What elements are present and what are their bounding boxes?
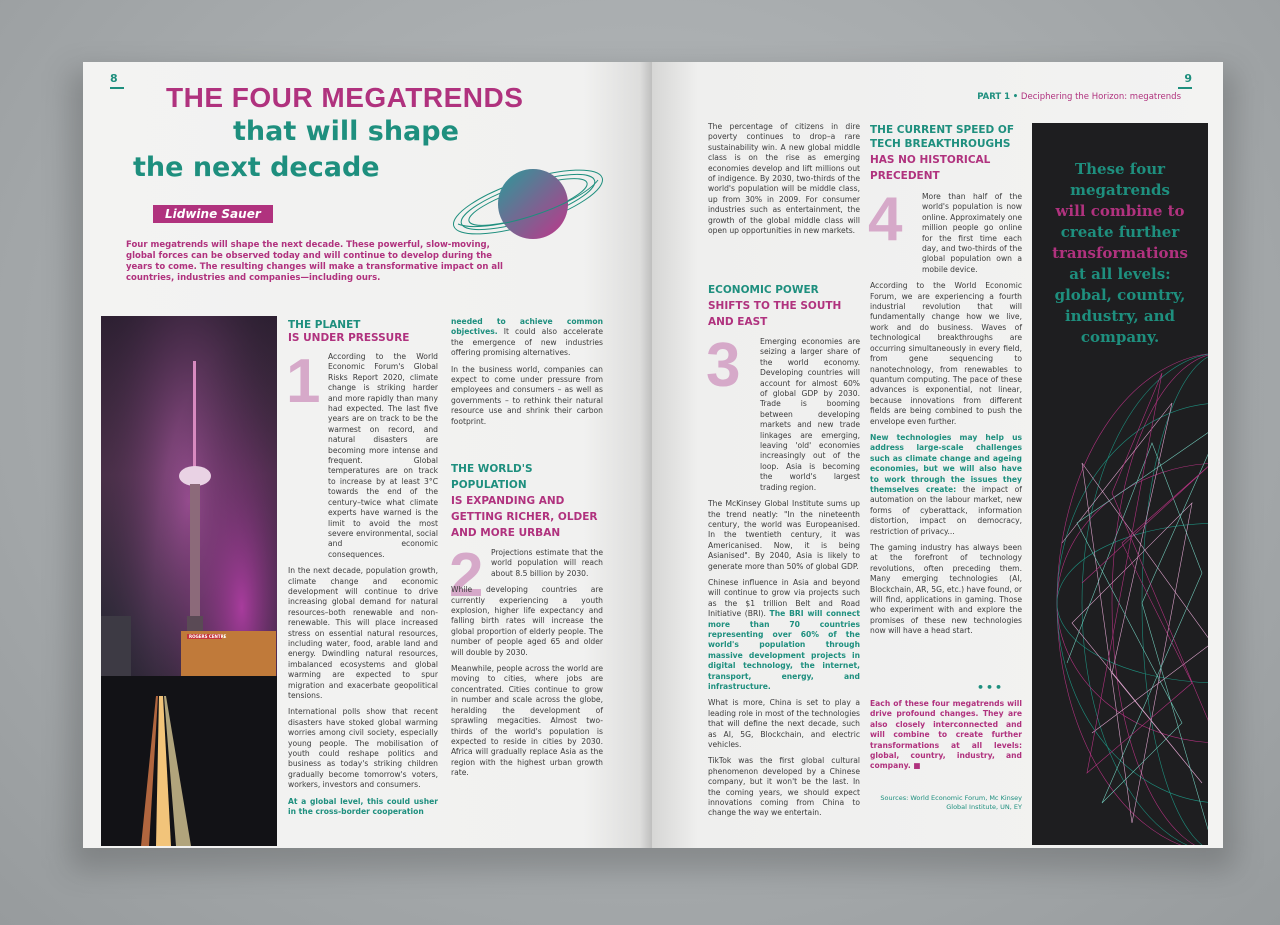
right-page	[652, 62, 1223, 848]
title-line-2: that will shape	[233, 116, 459, 147]
closing-text: Each of these four megatrends will drive profound changes. They are also closely interconnected and will combine to create further transformations at all levels: global, country, industry, and company.	[870, 699, 1022, 771]
quote-line-9: company.	[1080, 328, 1160, 346]
section1-p2: In the next decade, population growth, climate change and economic development will continue to drive increasing global demand for natural resources–both renewable and non-renewable. This will place increased stress on essential natural resources, including water, food, arable land and energy. Dwindling natural resources, imbalanced ecosystems and global warming are expected to spur migration and exacerbate geopolitical tensions.	[288, 566, 438, 700]
left-page	[83, 62, 652, 848]
cn-tower-photo	[101, 316, 277, 846]
col2-top	[451, 317, 603, 433]
section2-heading-3: IS EXPANDING AND	[451, 495, 565, 507]
section2-heading-1: THE WORLD'S	[451, 463, 533, 475]
section2-body	[449, 541, 603, 785]
right-col1-top	[708, 122, 860, 242]
tower-photo-drawing	[101, 316, 277, 846]
section3-heading-3: AND EAST	[708, 316, 768, 328]
network-sphere-graphic	[1052, 343, 1208, 845]
quote-line-8: industry, and	[1064, 307, 1176, 325]
section4-heading-3: HAS NO HISTORICAL	[870, 154, 991, 166]
section1-number: 1	[286, 347, 321, 416]
section3-number: 3	[706, 331, 741, 400]
closing-mark: ■	[913, 761, 921, 771]
section3-p3-emph: The BRI will connect more than 70 countries representing over 60% of the world's population through massive development projects in digital technology, the internet, transport, energy, and infrastructure.	[708, 609, 860, 691]
section3-p4: What is more, China is set to play a leading role in most of the technologies that will define the next decade, such as AI, 5G, Blockchain, and electric vehicles.	[708, 698, 860, 750]
section3-heading-2: SHIFTS TO THE SOUTH	[708, 300, 842, 312]
section1-p1: According to the World Economic Forum's Global Risks Report 2020, climate change is striking harder and more rapidly than many had expected. The last five years are on track to be the warmest on record, and natural disasters are becoming more intense and frequent. Global temperatures are on track to increase by at least 3°C towards the end of the century–twice what climate experts have warned is the limit to avoid the most severe environmental, social and economic consequences.	[328, 352, 438, 559]
section2-heading-5: AND MORE URBAN	[451, 527, 561, 539]
section1-body	[286, 347, 438, 823]
col2-emph: needed to achieve common objectives.	[451, 317, 603, 337]
section4-body	[868, 185, 1022, 643]
section4-p1: More than half of the world's population is now online. Approximately one million people go online for the first time each day, and two-thirds of the global population own a mobile device.	[922, 192, 1022, 274]
quote-line-7: global, country,	[1054, 286, 1186, 304]
section3-p3: Chinese influence in Asia and beyond will continue to grow via projects such as the $1 trillion Belt and Road Initiative (BRI).	[708, 577, 860, 619]
section2-p3: Meanwhile, people across the world are moving to cities, where jobs are concentrated. Cities continue to grow in number and scale across the globe, heralding the development of sprawling megacities. Almost two-thirds of the world's population is expected to reside in cities by 2030. Africa will gradually replace Asia as the region with the highest urban growth rate.	[451, 664, 603, 778]
quote-panel	[1032, 123, 1208, 845]
section2-number: 2	[449, 541, 484, 610]
header-bullet: •	[1012, 92, 1019, 102]
section4-p2: According to the World Economic Forum, we are experiencing a fourth industrial revolution that will fundamentally change how we live, work and do business. Waves of technological breakthroughs are occurring simultaneously in every field, from gene sequencing to nanotechnology, from renewables to quantum computing. The pace of these advances is exponential, not linear, because innovations from different fields are being combined to push the envelope even further.	[870, 281, 1022, 426]
section1-p3: International polls show that recent disasters have stoked global warming worries among civil society, especially young people. The mobilisation of youth could reshape politics and business as today's striking children gradually become tomorrow's voters, workers, investors and consumers.	[288, 707, 438, 790]
section4-heading-2: TECH BREAKTHROUGHS	[870, 138, 1011, 150]
quote-line-6: at all levels:	[1069, 265, 1171, 283]
separator-dots: •••	[977, 681, 1005, 694]
section4-p4: The gaming industry has always been at the forefront of technology revolutions, often preceding them. Many emerging technologies (AI, Blockchain, AR, 5G, etc.) have found, or will find, applications in gaming. Those who experiment with and explore the promises of these new technologies now will have a head start.	[870, 543, 1022, 636]
section4-number: 4	[868, 185, 903, 254]
header-part: PART 1	[977, 92, 1011, 102]
quote-line-3: will combine to	[1055, 202, 1185, 220]
quote-line-2: megatrends	[1070, 181, 1170, 199]
section3-heading-1: ECONOMIC POWER	[708, 284, 819, 296]
section2-p1: Projections estimate that the world population will reach about 8.5 billion by 2030.	[491, 548, 603, 578]
section3-p2: The McKinsey Global Institute sums up the trend neatly: "In the nineteenth century, the world was Europeanised. In the twentieth century, it was Americanised. Now, it is being Asianised". By 2040, Asia is likely to generate more than 50% of global GDP.	[708, 499, 860, 571]
section1-heading-2: IS UNDER PRESSURE	[288, 332, 410, 344]
section3-p5: TikTok was the first global cultural phenomenon developed by a Chinese company, but it won't be the last. In the coming years, we should expect innovations coming from China to change the way we entertain.	[708, 756, 860, 818]
running-header	[977, 92, 1181, 102]
section4-heading-4: PRECEDENT	[870, 170, 940, 182]
section2-heading-2: POPULATION	[451, 479, 527, 491]
title-line-3: the next decade	[133, 152, 380, 183]
author-label: Lidwine Sauer	[153, 205, 273, 223]
page-number-right: 9	[1178, 72, 1192, 89]
pull-quote	[1042, 159, 1198, 348]
header-title: Deciphering the Horizon: megatrends	[1020, 92, 1181, 102]
section3-body	[706, 331, 860, 825]
right-col1-top-text: The percentage of citizens in dire poverty continues to drop–a rare sustainability win. A new global middle class is on the rise as emerging economies develop and lift millions out of indigence. By 2030, two-thirds of the world's population will be middle class, up from 30% in 2009. For consumer industries such as entertainment, the growth of the global middle class will open up opportunities in new markets.	[708, 122, 860, 236]
col2-p1: It could also accelerate the emergence of new industries offering promising alternatives.	[451, 327, 603, 358]
section4-p3: the impact of automation on the labour market, new forms of cyberattack, information distortion, impact on democracy, restriction of privacy...	[870, 484, 1022, 536]
sources-note: Sources: World Economic Forum, Mc Kinsey Global Institute, UN, EY	[880, 794, 1022, 811]
section2-p2: While developing countries are currently experiencing a youth explosion, higher life expectancy and falling birth rates will increase the global proportion of elderly people. The number of people aged 65 and older will double by 2030.	[451, 585, 603, 657]
quote-line-4: create further	[1060, 223, 1180, 241]
section4-p3-emph: New technologies may help us address large-scale challenges such as climate change and ageing economies, but we will also have to work through the issues they themselves create:	[870, 432, 1022, 494]
section2-heading-4: GETTING RICHER, OLDER	[451, 511, 598, 523]
page-number-left: 8	[110, 72, 124, 89]
closing-block	[870, 699, 1022, 778]
planet-illustration	[448, 162, 608, 252]
section4-heading-1: THE CURRENT SPEED OF	[870, 124, 1015, 136]
quote-line-5: transformations	[1052, 244, 1188, 262]
section1-heading-1: THE PLANET	[288, 319, 361, 331]
title-line-1: THE FOUR MEGATRENDS	[166, 82, 524, 113]
section3-p1: Emerging economies are seizing a larger share of the world economy. Developing countries will account for almost 60% of global GDP by 2030. Trade is booming between developing markets and new trade linkages are emerging, leaving 'old' economies increasingly out of the loop. Asia is becoming the world's largest trading region.	[760, 337, 860, 492]
lead-paragraph: Four megatrends will shape the next decade. These powerful, slow-moving, global forces can be observed today and will continue to develop during the years to come. The resulting changes will make a transformative impact on all countries, industries and companies—including ours.	[126, 240, 503, 283]
col2-p2: In the business world, companies can expect to come under pressure from employees and consumers – as well as governments – to rethink their natural resource use and shrink their carbon footprint.	[451, 364, 603, 426]
quote-line-1: These four	[1074, 160, 1166, 178]
rogers-centre-sign: ROGERS CENTRE	[189, 634, 227, 639]
section1-p4: At a global level, this could usher in the cross-border cooperation	[288, 796, 438, 817]
